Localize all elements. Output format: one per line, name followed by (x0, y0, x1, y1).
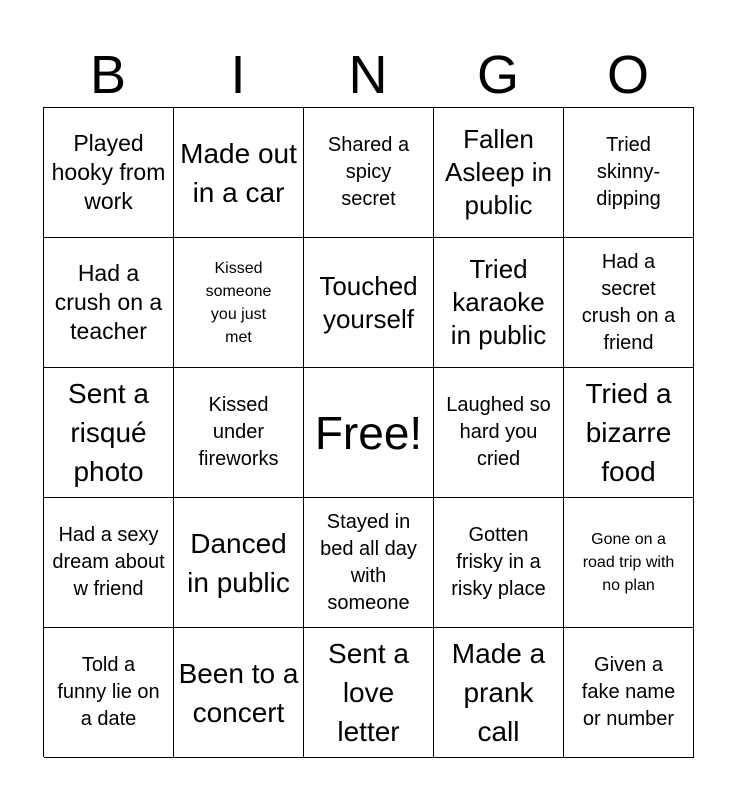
bingo-cell[interactable] (44, 108, 174, 238)
bingo-cell[interactable] (434, 238, 564, 368)
cell-text: Had a secret crush on a friend (581, 250, 676, 354)
bingo-cell[interactable] (44, 498, 174, 628)
free-space[interactable] (304, 368, 434, 498)
cell-text: Gotten frisky in a risky place (451, 524, 546, 600)
cell-text: Sent a risqué photo (68, 378, 149, 487)
cell-text: Tried karaoke in public (450, 254, 547, 350)
cell-text: Had a sexy dream about w friend (52, 524, 165, 600)
cell-text: Had a crush on a teacher (54, 260, 163, 344)
cell-text: Kissed someone you just met (205, 259, 272, 346)
cell-text: Touched yourself (319, 270, 418, 334)
cell-text: Told a funny lie on a date (57, 654, 160, 730)
header-letter-n: N (348, 45, 388, 105)
bingo-cell[interactable] (434, 368, 564, 498)
bingo-cell[interactable] (44, 628, 174, 758)
header-letter-o: O (606, 45, 649, 105)
cell-text: Kissed under fireworks (198, 394, 279, 470)
header-letter-i: I (230, 45, 246, 105)
bingo-cell[interactable] (44, 368, 174, 498)
cell-text: Gone on a road trip with no plan (582, 531, 675, 594)
bingo-cell[interactable] (564, 498, 694, 628)
cell-text: Fallen Asleep in public (445, 124, 552, 220)
bingo-cell[interactable] (564, 628, 694, 758)
bingo-cell[interactable] (174, 628, 304, 758)
cell-text: Danced in public (187, 527, 290, 598)
bingo-cell[interactable] (434, 108, 564, 238)
bingo-cell[interactable] (304, 238, 434, 368)
header-letter-b: B (89, 45, 127, 105)
cell-text: Shared a spicy secret (327, 134, 410, 210)
bingo-cell[interactable] (434, 498, 564, 628)
free-space-text: Free! (314, 406, 423, 459)
cell-text: Stayed in bed all day with someone (320, 510, 417, 614)
bingo-cell[interactable] (304, 108, 434, 238)
bingo-cell[interactable] (304, 498, 434, 628)
bingo-grid (43, 107, 694, 757)
cell-text: Sent a love letter (328, 638, 409, 747)
bingo-cell[interactable] (44, 238, 174, 368)
cell-text: Made a prank call (451, 638, 546, 747)
cell-text: Laughed so hard you cried (446, 394, 551, 470)
cell-text: Tried a bizarre food (585, 378, 672, 487)
bingo-cell[interactable] (564, 238, 694, 368)
cell-text: Played hooky from work (51, 130, 166, 214)
bingo-cell[interactable] (174, 368, 304, 498)
cell-text: Given a fake name or number (581, 654, 676, 730)
cell-text: Been to a concert (178, 657, 299, 728)
bingo-header (43, 42, 693, 108)
cell-text: Made out in a car (180, 137, 297, 208)
bingo-cell[interactable] (174, 108, 304, 238)
bingo-cell[interactable] (564, 108, 694, 238)
bingo-cell[interactable] (434, 628, 564, 758)
bingo-cell[interactable] (304, 628, 434, 758)
header-letter-g: G (476, 45, 519, 105)
cell-text: Tried skinny-dipping (596, 134, 661, 210)
bingo-cell[interactable] (174, 498, 304, 628)
bingo-cell[interactable] (564, 368, 694, 498)
bingo-cell[interactable] (174, 238, 304, 368)
